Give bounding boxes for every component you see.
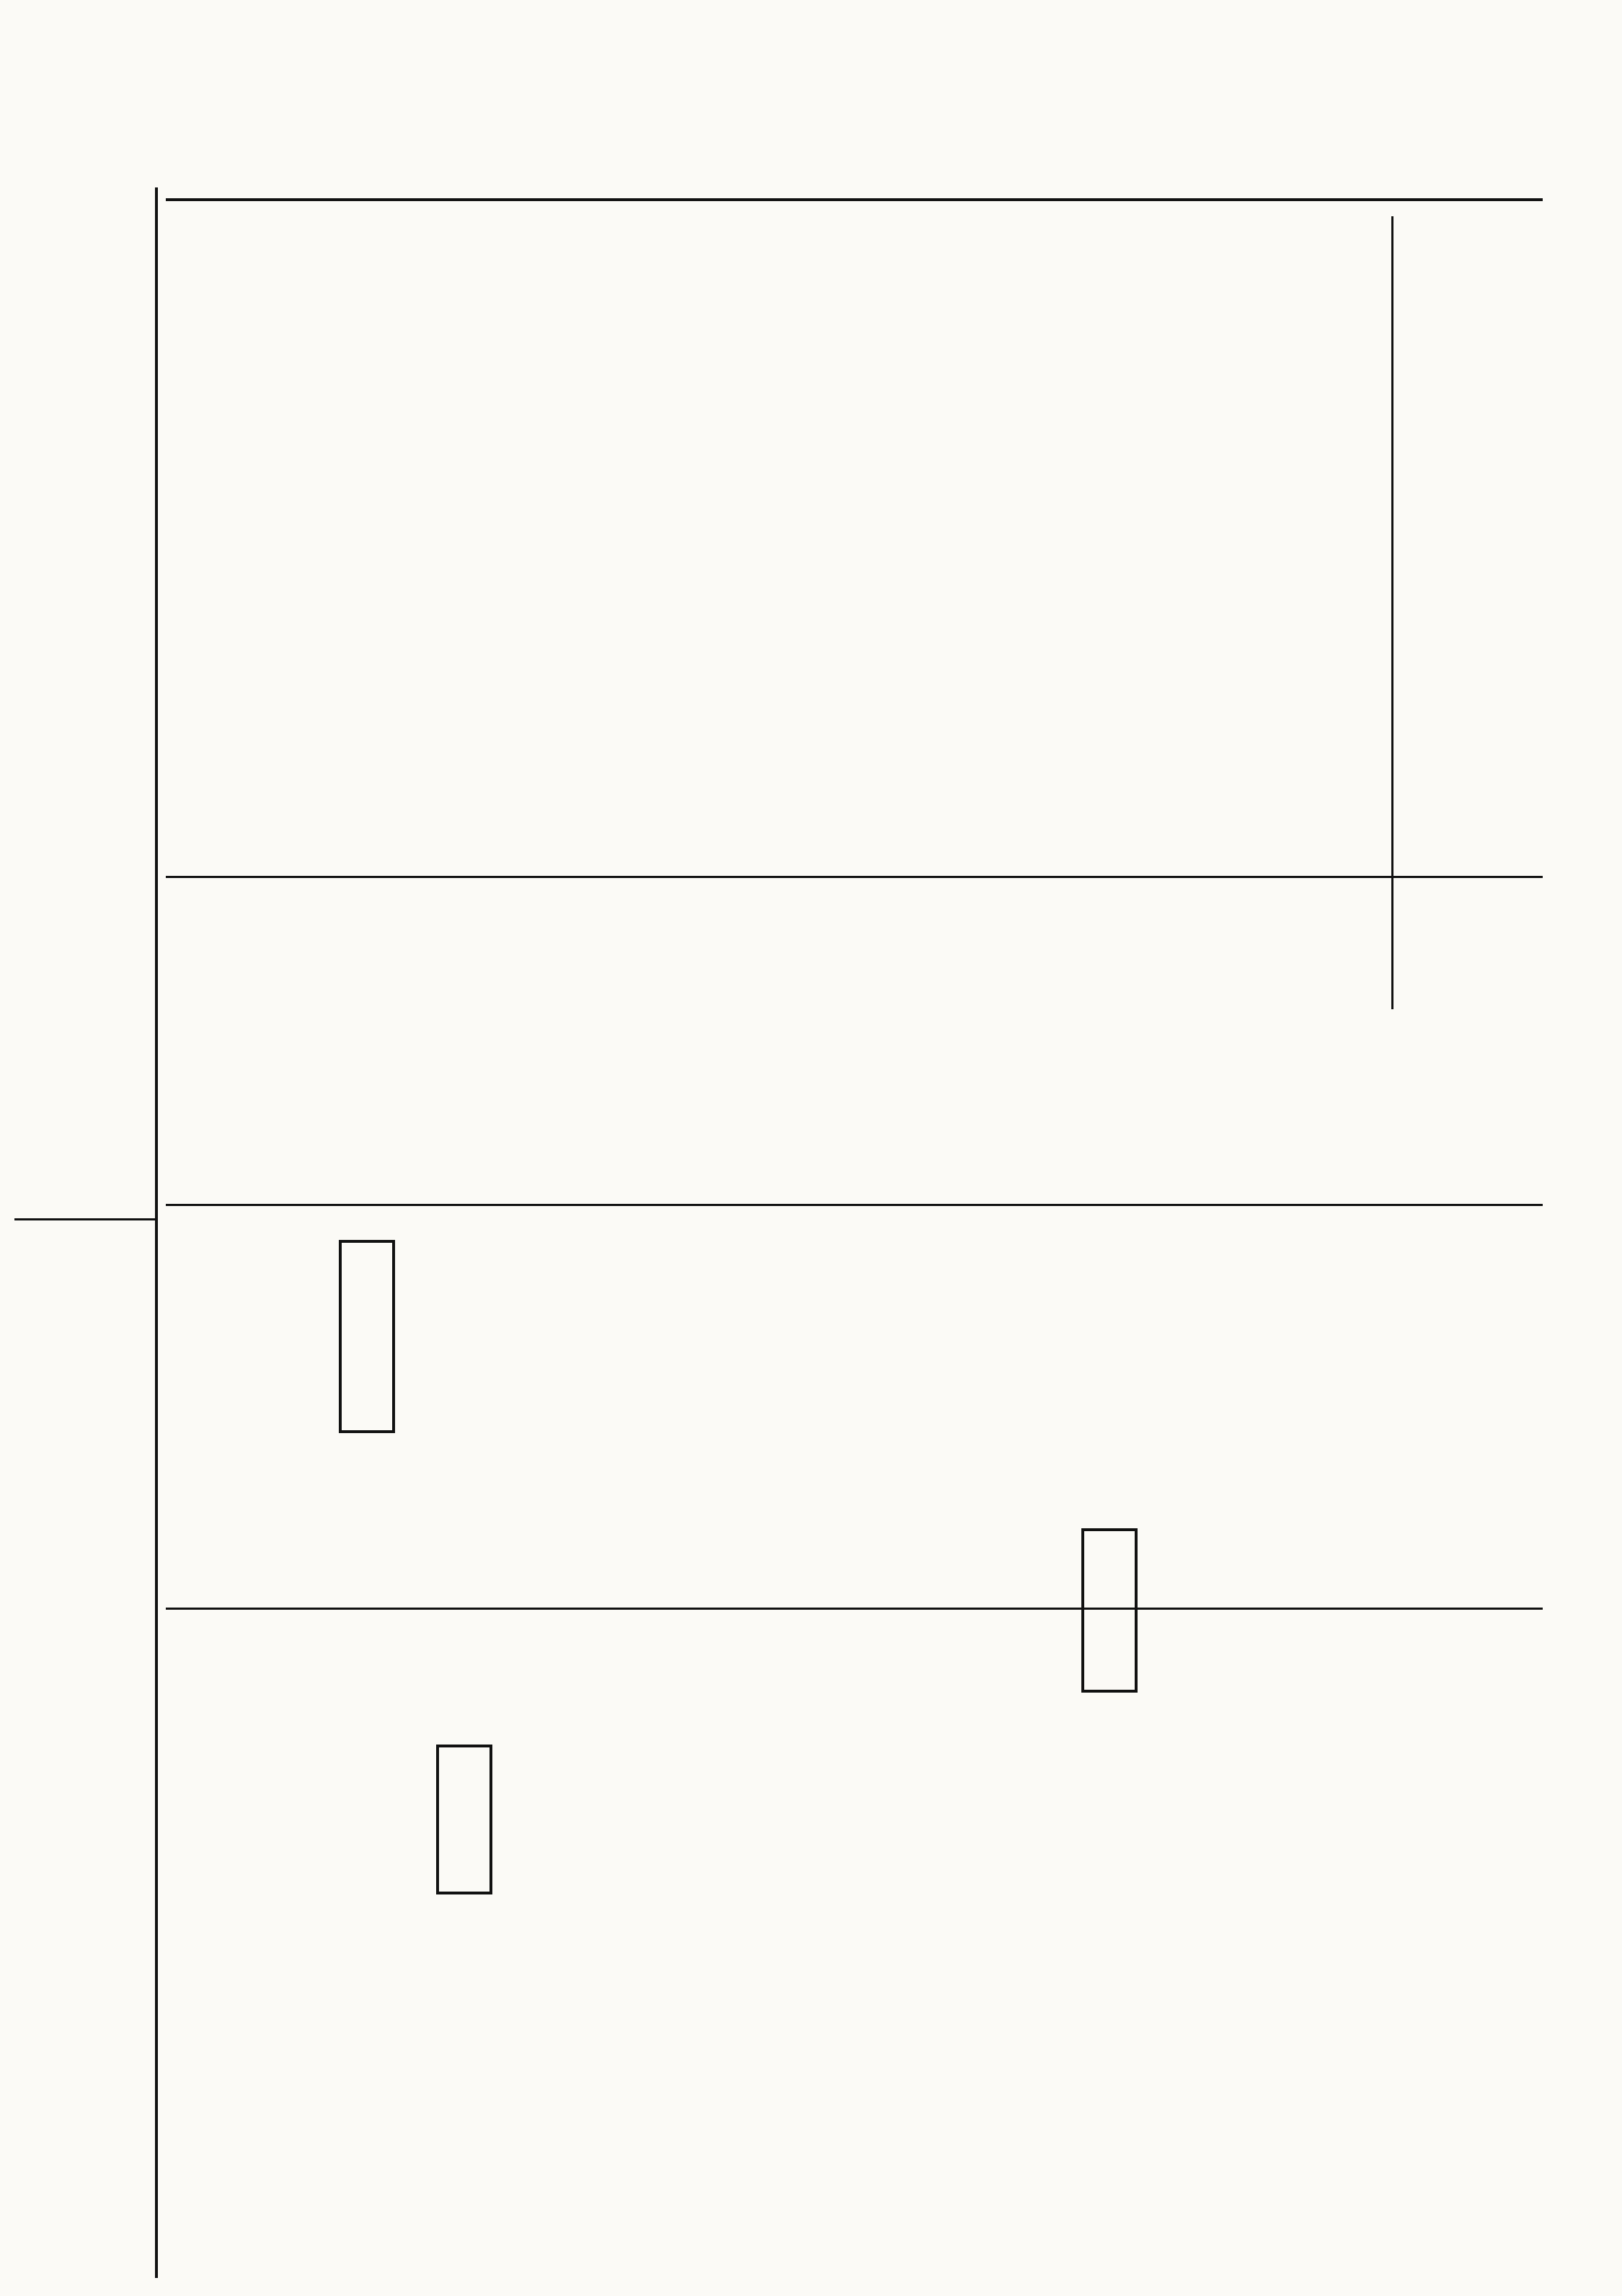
news-title bbox=[442, 1759, 482, 1874]
decree-date bbox=[303, 1225, 332, 1471]
ad-left-shop bbox=[43, 238, 123, 887]
law-title bbox=[1081, 721, 1114, 937]
notices-body bbox=[1117, 721, 1319, 995]
left-ad-rule bbox=[14, 1218, 155, 1220]
notices-title bbox=[1326, 721, 1360, 865]
mid-rule bbox=[166, 1204, 1543, 1206]
telegram-subtitle bbox=[1139, 1622, 1175, 1982]
news-item bbox=[173, 1644, 213, 2191]
left-ad-border bbox=[155, 187, 158, 2278]
ad-right-shop bbox=[43, 1240, 115, 1730]
editorial-rule bbox=[166, 876, 1543, 878]
header-rule bbox=[166, 198, 1543, 201]
editorial-byline bbox=[1308, 548, 1337, 606]
water-body bbox=[1096, 1211, 1543, 1600]
ad-right-body bbox=[14, 1982, 43, 2256]
telegram-body bbox=[497, 1622, 1132, 2170]
ad-left-body bbox=[14, 901, 151, 1204]
news-item bbox=[303, 1644, 343, 2191]
law-body bbox=[169, 887, 1074, 1197]
special-title bbox=[1052, 1218, 1089, 1362]
ad-right-headline bbox=[43, 1730, 115, 2235]
editorial-title bbox=[1305, 220, 1345, 523]
lower-rule bbox=[166, 1608, 1543, 1610]
decree-title bbox=[345, 1247, 385, 1420]
header-bar bbox=[43, 147, 1622, 187]
news-item bbox=[389, 1644, 430, 2191]
masthead-title bbox=[1406, 216, 1528, 735]
ad-left-address bbox=[14, 195, 39, 555]
news-item bbox=[231, 1644, 271, 2191]
editorial-tag bbox=[1355, 339, 1387, 483]
special-subtitle bbox=[1013, 1218, 1049, 1593]
special-body bbox=[173, 1218, 1002, 1586]
masthead-divider bbox=[1391, 216, 1393, 1009]
